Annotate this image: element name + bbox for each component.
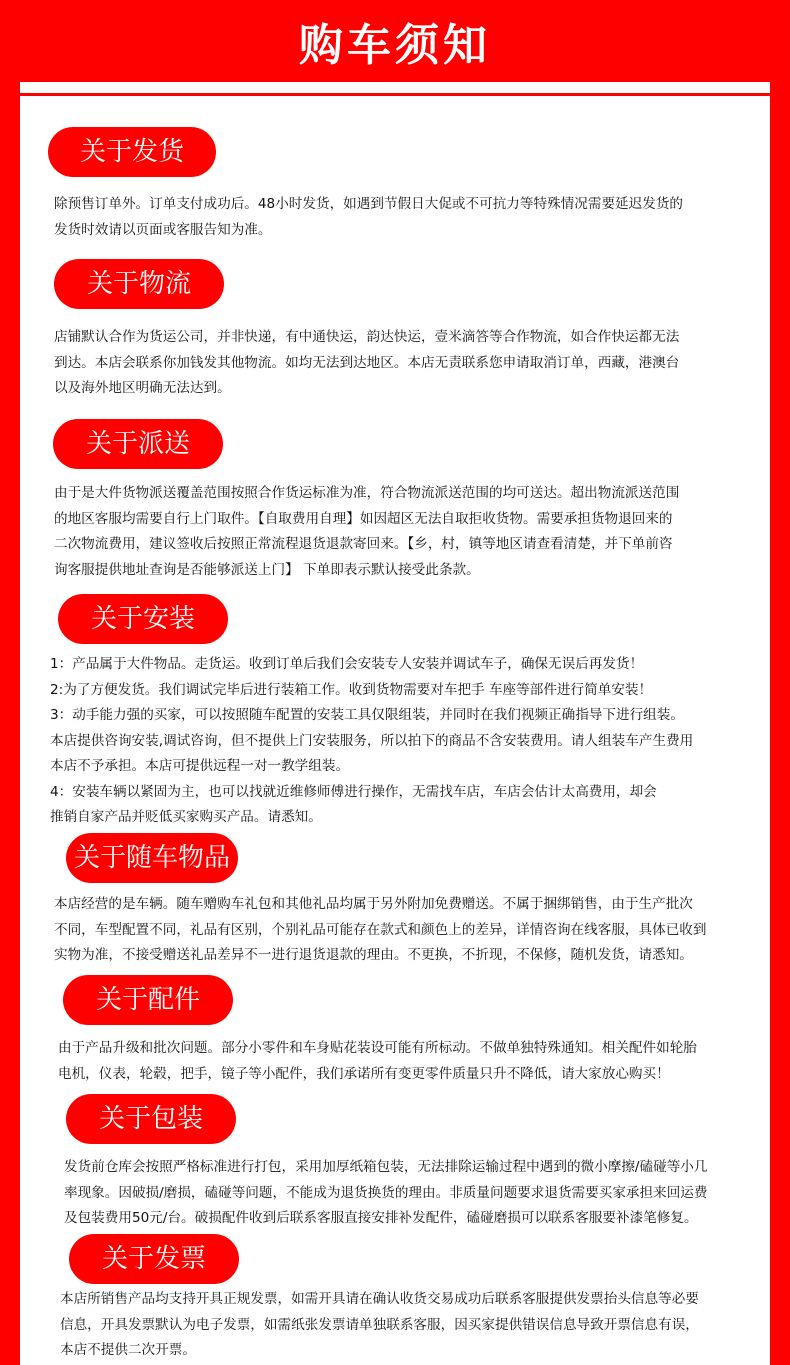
section-body-packaging [64, 1155, 764, 1232]
text-line: 询客服提供地址查询是否能够派送上门】 下单即表示默认接受此条款。 [54, 561, 480, 578]
section-title-shipping: 关于发货 [48, 127, 216, 177]
section-body-invoice [60, 1287, 760, 1364]
text-line: 二次物流费用，建议签收后按照正常流程退货退款寄回来。【乡，村，镇等地区请查看清楚，并下单前咨 [54, 536, 673, 552]
text-line: 本店不予承担。本店可提供远程一对一教学组装。 [50, 758, 350, 774]
section-title-invoice: 关于发票 [69, 1234, 239, 1284]
text-line: 店铺默认合作为货运公司，并非快递，有中通快运，韵达快运，壹米滴答等合作物流，如合作快运都无法 [54, 329, 680, 345]
text-line: 推销自家产品并贬低买家购买产品。请悉知。 [50, 809, 322, 825]
section-title-delivery: 关于派送 [53, 419, 223, 469]
text-line: 发货时效请以页面或客服告知为准。 [54, 221, 272, 238]
text-line: 不同，车型配置不同，礼品有区别，个别礼品可能存在款式和颜色上的差异，详情咨询在线客服，具体已收到 [54, 921, 707, 938]
text-line: 本店经营的是车辆。随车赠购车礼包和其他礼品均属于另外附加免费赠送。不属于捆绑销售，由于生产批次 [54, 896, 693, 912]
text-line: 本店不提供二次开票。 [60, 1342, 196, 1358]
page-title: 购车须知 [299, 20, 491, 71]
text-line: 信息，开具发票默认为电子发票，如需纸张发票请单独联系客服，因买家提供错误信息导致开票信息有误， [60, 1316, 699, 1333]
text-line: 2:为了方便发货。我们调试完毕后进行装箱工作。收到货物需要对车把手 车座等部件进行简单安装！ [50, 681, 653, 698]
section-title-packaging: 关于包装 [66, 1094, 236, 1144]
text-line: 除预售订单外。订单支付成功后。48小时发货，如遇到节假日大促或不可抗力等特殊情况需要延迟发货的 [54, 196, 684, 212]
text-line: 3：动手能力强的买家，可以按照随车配置的安装工具仅限组装，并同时在我们视频正确指导下进行组装。 [50, 707, 684, 723]
text-line: 以及海外地区明确无法达到。 [54, 380, 231, 396]
section-title-installation: 关于安装 [58, 594, 228, 644]
text-line: 本店提供咨询安装,调试咨询，但不提供上门安装服务，所以拍下的商品不含安装费用。请人组装车产生费用 [50, 732, 694, 749]
section-body-delivery [54, 481, 754, 583]
section-body-shipping [54, 192, 754, 243]
notice-panel [20, 82, 770, 1365]
text-line: 本店所销售产品均支持开具正规发票，如需开具请在确认收货交易成功后联系客服提供发票抬头信息等必要 [60, 1291, 699, 1307]
text-line: 的地区客服均需要自行上门取件。【自取费用自理】如因超区无法自取拒收货物。需要承担货物退回来的 [54, 510, 673, 527]
section-body-installation [50, 652, 760, 831]
section-title-parts: 关于配件 [63, 975, 233, 1025]
text-line: 发货前仓库会按照严格标准进行打包，采用加厚纸箱包装，无法排除运输过程中遇到的微小摩擦/磕碰等小几 [64, 1159, 708, 1175]
text-line: 4：安装车辆以紧固为主，也可以找就近维修师傅进行操作，无需找车店，车店会估计太高费用，却会 [50, 783, 657, 800]
section-body-accessories-gifts [54, 892, 764, 969]
section-title-accessories-gifts: 关于随车物品 [66, 833, 238, 883]
text-line: 由于产品升级和批次问题。部分小零件和车身贴花装设可能有所标动。不做单独特殊通知。相关配件如轮胎 [58, 1040, 697, 1056]
text-line: 1：产品属于大件物品。走货运。收到订单后我们会安装专人安装并调试车子，确保无误后再发货！ [50, 656, 644, 672]
page-header [0, 0, 790, 82]
divider-line [20, 93, 770, 96]
text-line: 由于是大件货物派送覆盖范围按照合作货运标准为准，符合物流派送范围的均可送达。超出物流派送范围 [54, 485, 680, 501]
text-line: 实物为准，不接受赠送礼品差异不一进行退货退款的理由。不更换，不折现，不保修，随机发货，请悉知。 [54, 947, 693, 963]
text-line: 电机，仪表，轮毂，把手，镜子等小配件，我们承诺所有变更零件质量只升不降低，请大家放心购买！ [58, 1065, 670, 1082]
text-line: 及包装费用50元/台。破损配件收到后联系客服直接安排补发配件，磕碰磨损可以联系客服要补漆笔修复。 [64, 1210, 698, 1226]
text-line: 到达。本店会联系你加钱发其他物流。如均无法到达地区。本店无责联系您申请取消订单，西藏，港澳台 [54, 354, 680, 371]
section-body-logistics [54, 325, 754, 402]
text-line: 率现象。因破损/磨损，磕碰等问题，不能成为退货换货的理由。非质量问题要求退货需要买家承担来回运费 [64, 1184, 708, 1201]
section-body-parts [58, 1036, 758, 1087]
section-title-logistics: 关于物流 [54, 259, 224, 309]
